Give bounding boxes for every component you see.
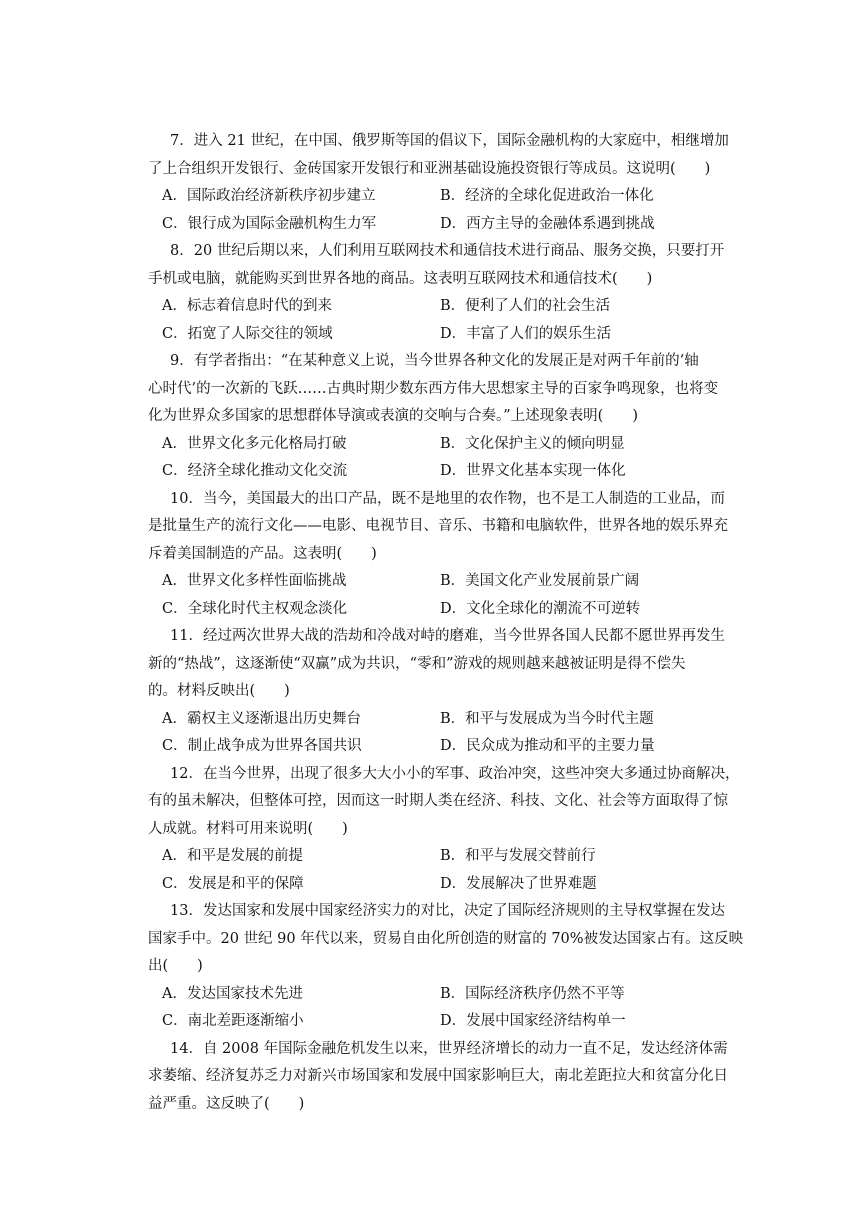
question-text: 出( ) (148, 958, 203, 974)
option-c: C．发展是和平的保障 (162, 876, 304, 892)
option-a: A．国际政治经济新秩序初步建立 (162, 188, 376, 204)
question-text: 8．20 世纪后期以来，人们利用互联网技术和通信技术进行商品、服务交换，只要打开 (170, 243, 725, 259)
option-b: B．国际经济秩序仍然不平等 (440, 986, 625, 1002)
option-d: D．文化全球化的潮流不可逆转 (440, 601, 641, 617)
option-b: B．经济的全球化促进政治一体化 (440, 188, 654, 204)
option-a: A．标志着信息时代的到来 (162, 298, 332, 314)
question-text: 10．当今，美国最大的出口产品，既不是地里的农作物，也不是工人制造的工业品，而 (170, 491, 725, 507)
option-b: B．美国文化产业发展前景广阔 (440, 573, 640, 589)
question-text: 国家手中。20 世纪 90 年代以来，贸易自由化所创造的财富的 70%被发达国家占有。这反映 (148, 931, 744, 947)
option-b: B．文化保护主义的倾向明显 (440, 436, 625, 452)
option-d: D．发展中国家经济结构单一 (440, 1013, 626, 1029)
question-text: 手机或电脑，就能购买到世界各地的商品。这表明互联网技术和通信技术( ) (148, 271, 653, 287)
question-text: 心时代’的一次新的飞跃……古典时期少数东西方伟大思想家主导的百家争鸣现象，也将变 (148, 381, 719, 397)
question-text: 新的“热战”，这逐渐使“双赢”成为共识，“零和”游戏的规则越来越被证明是得不偿失 (148, 656, 686, 672)
option-c: C．拓宽了人际交往的领域 (162, 326, 333, 342)
option-c: C．制止战争成为世界各国共识 (162, 738, 362, 754)
question-text: 化为世界众多国家的思想群体导演或表演的交响与合奏。”上述现象表明( ) (148, 408, 638, 424)
option-d: D．丰富了人们的娱乐生活 (440, 326, 612, 342)
question-text: 的。材料反映出( ) (148, 683, 290, 699)
question-text: 人成就。材料可用来说明( ) (148, 821, 348, 837)
question-text: 9．有学者指出：“在某种意义上说，当今世界各种文化的发展正是对两千年前的‘轴 (170, 353, 699, 369)
option-d: D．发展解决了世界难题 (440, 876, 597, 892)
option-b: B．和平与发展交替前行 (440, 848, 596, 864)
option-c: C．南北差距逐渐缩小 (162, 1013, 304, 1029)
option-d: D．世界文化基本实现一体化 (440, 463, 626, 479)
question-text: 是批量生产的流行文化——电影、电视节目、音乐、书籍和电脑软件，世界各地的娱乐界充 (148, 518, 728, 534)
option-a: A．霸权主义逐渐退出历史舞台 (162, 711, 361, 727)
option-a: A．世界文化多样性面临挑战 (162, 573, 347, 589)
option-b: B．便利了人们的社会生活 (440, 298, 611, 314)
question-text: 12．在当今世界，出现了很多大大小小的军事、政治冲突，这些冲突大多通过协商解决， (170, 766, 740, 782)
option-a: A．和平是发展的前提 (162, 848, 303, 864)
question-text: 有的虽未解决，但整体可控，因而这一时期人类在经济、科技、文化、社会等方面取得了惊 (148, 793, 728, 809)
option-d: D．民众成为推动和平的主要力量 (440, 738, 655, 754)
option-a: A．发达国家技术先进 (162, 986, 303, 1002)
question-text: 求萎缩、经济复苏乏力对新兴市场国家和发展中国家影响巨大，南北差距拉大和贫富分化日 (148, 1068, 728, 1084)
option-b: B．和平与发展成为当今时代主题 (440, 711, 654, 727)
question-text: 14．自 2008 年国际金融危机发生以来，世界经济增长的动力一直不足，发达经济体需 (170, 1041, 728, 1057)
question-text: 了上合组织开发银行、金砖国家开发银行和亚洲基础设施投资银行等成员。这说明( ) (148, 161, 711, 177)
option-a: A．世界文化多元化格局打破 (162, 436, 347, 452)
question-text: 13．发达国家和发展中国家经济实力的对比，决定了国际经济规则的主导权掌握在发达 (170, 903, 725, 919)
question-text: 7．进入 21 世纪，在中国、俄罗斯等国的倡议下，国际金融机构的大家庭中，相继增加 (170, 133, 729, 149)
question-text: 11．经过两次世界大战的浩劫和冷战对峙的磨难，当今世界各国人民都不愿世界再发生 (170, 628, 725, 644)
option-c: C．银行成为国际金融机构生力军 (162, 216, 377, 232)
question-text: 益严重。这反映了( ) (148, 1096, 305, 1112)
option-d: D．西方主导的金融体系遇到挑战 (440, 216, 655, 232)
option-c: C．全球化时代主权观念淡化 (162, 601, 348, 617)
option-c: C．经济全球化推动文化交流 (162, 463, 348, 479)
question-text: 斥着美国制造的产品。这表明( ) (148, 546, 377, 562)
